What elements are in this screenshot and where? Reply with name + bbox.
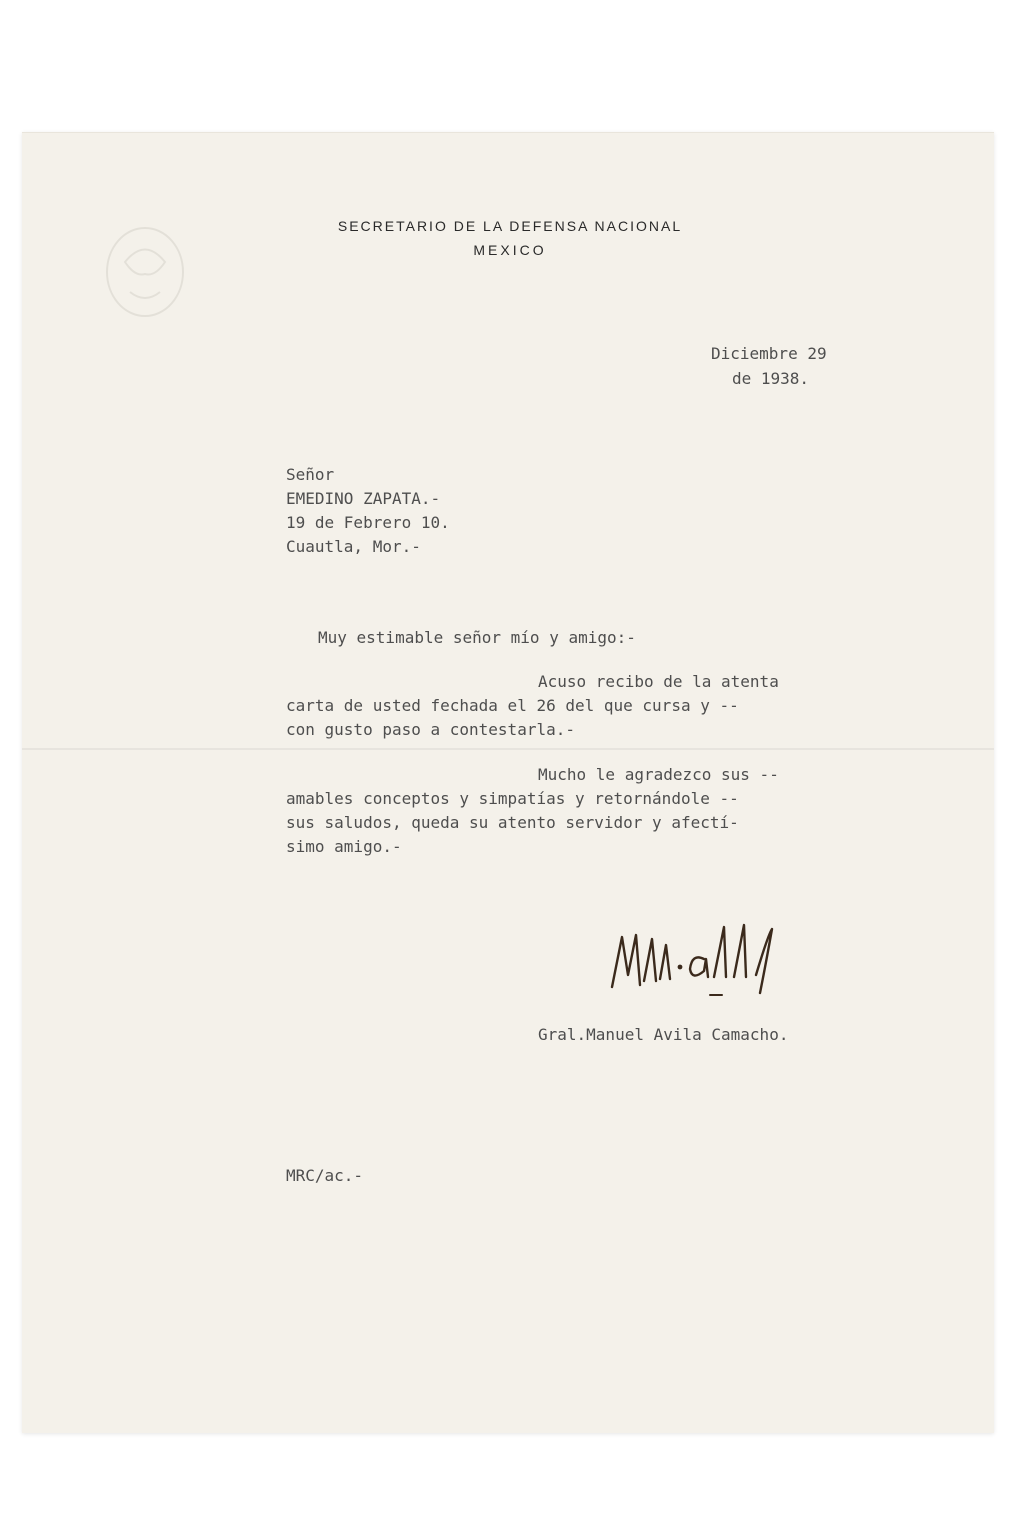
- date-line-1: Diciembre 29: [711, 344, 827, 363]
- paragraph-2-line-2: amables conceptos y simpatías y retornándole --: [286, 789, 739, 808]
- paragraph-1-line-1: Acuso recibo de la atenta: [538, 672, 779, 691]
- paragraph-2-line-3: sus saludos, queda su atento servidor y afectí-: [286, 813, 739, 832]
- paragraph-1-line-2: carta de usted fechada el 26 del que cursa y --: [286, 696, 739, 715]
- signatory-name: Gral.Manuel Avila Camacho.: [538, 1025, 789, 1044]
- embossed-eagle-seal-icon: [100, 222, 190, 322]
- letter-paper: [22, 132, 994, 1433]
- letterhead-title: SECRETARIO DE LA DEFENSA NACIONAL: [337, 218, 683, 234]
- date-line-2: de 1938.: [732, 369, 810, 388]
- salutation: Muy estimable señor mío y amigo:-: [318, 628, 636, 647]
- handwritten-signature-icon: [600, 915, 790, 1005]
- paper-fold-crease: [22, 748, 994, 750]
- reference-initials: MRC/ac.-: [286, 1166, 364, 1185]
- recipient-title: Señor: [286, 465, 335, 484]
- paragraph-2-line-4: simo amigo.-: [286, 837, 402, 856]
- letterhead-country: MEXICO: [473, 242, 547, 258]
- recipient-name: EMEDINO ZAPATA.-: [286, 489, 441, 508]
- paragraph-2-line-1: Mucho le agradezco sus --: [538, 765, 779, 784]
- recipient-city: Cuautla, Mor.-: [286, 537, 421, 556]
- paragraph-1-line-3: con gusto paso a contestarla.-: [286, 720, 575, 739]
- recipient-street: 19 de Febrero 10.: [286, 513, 450, 532]
